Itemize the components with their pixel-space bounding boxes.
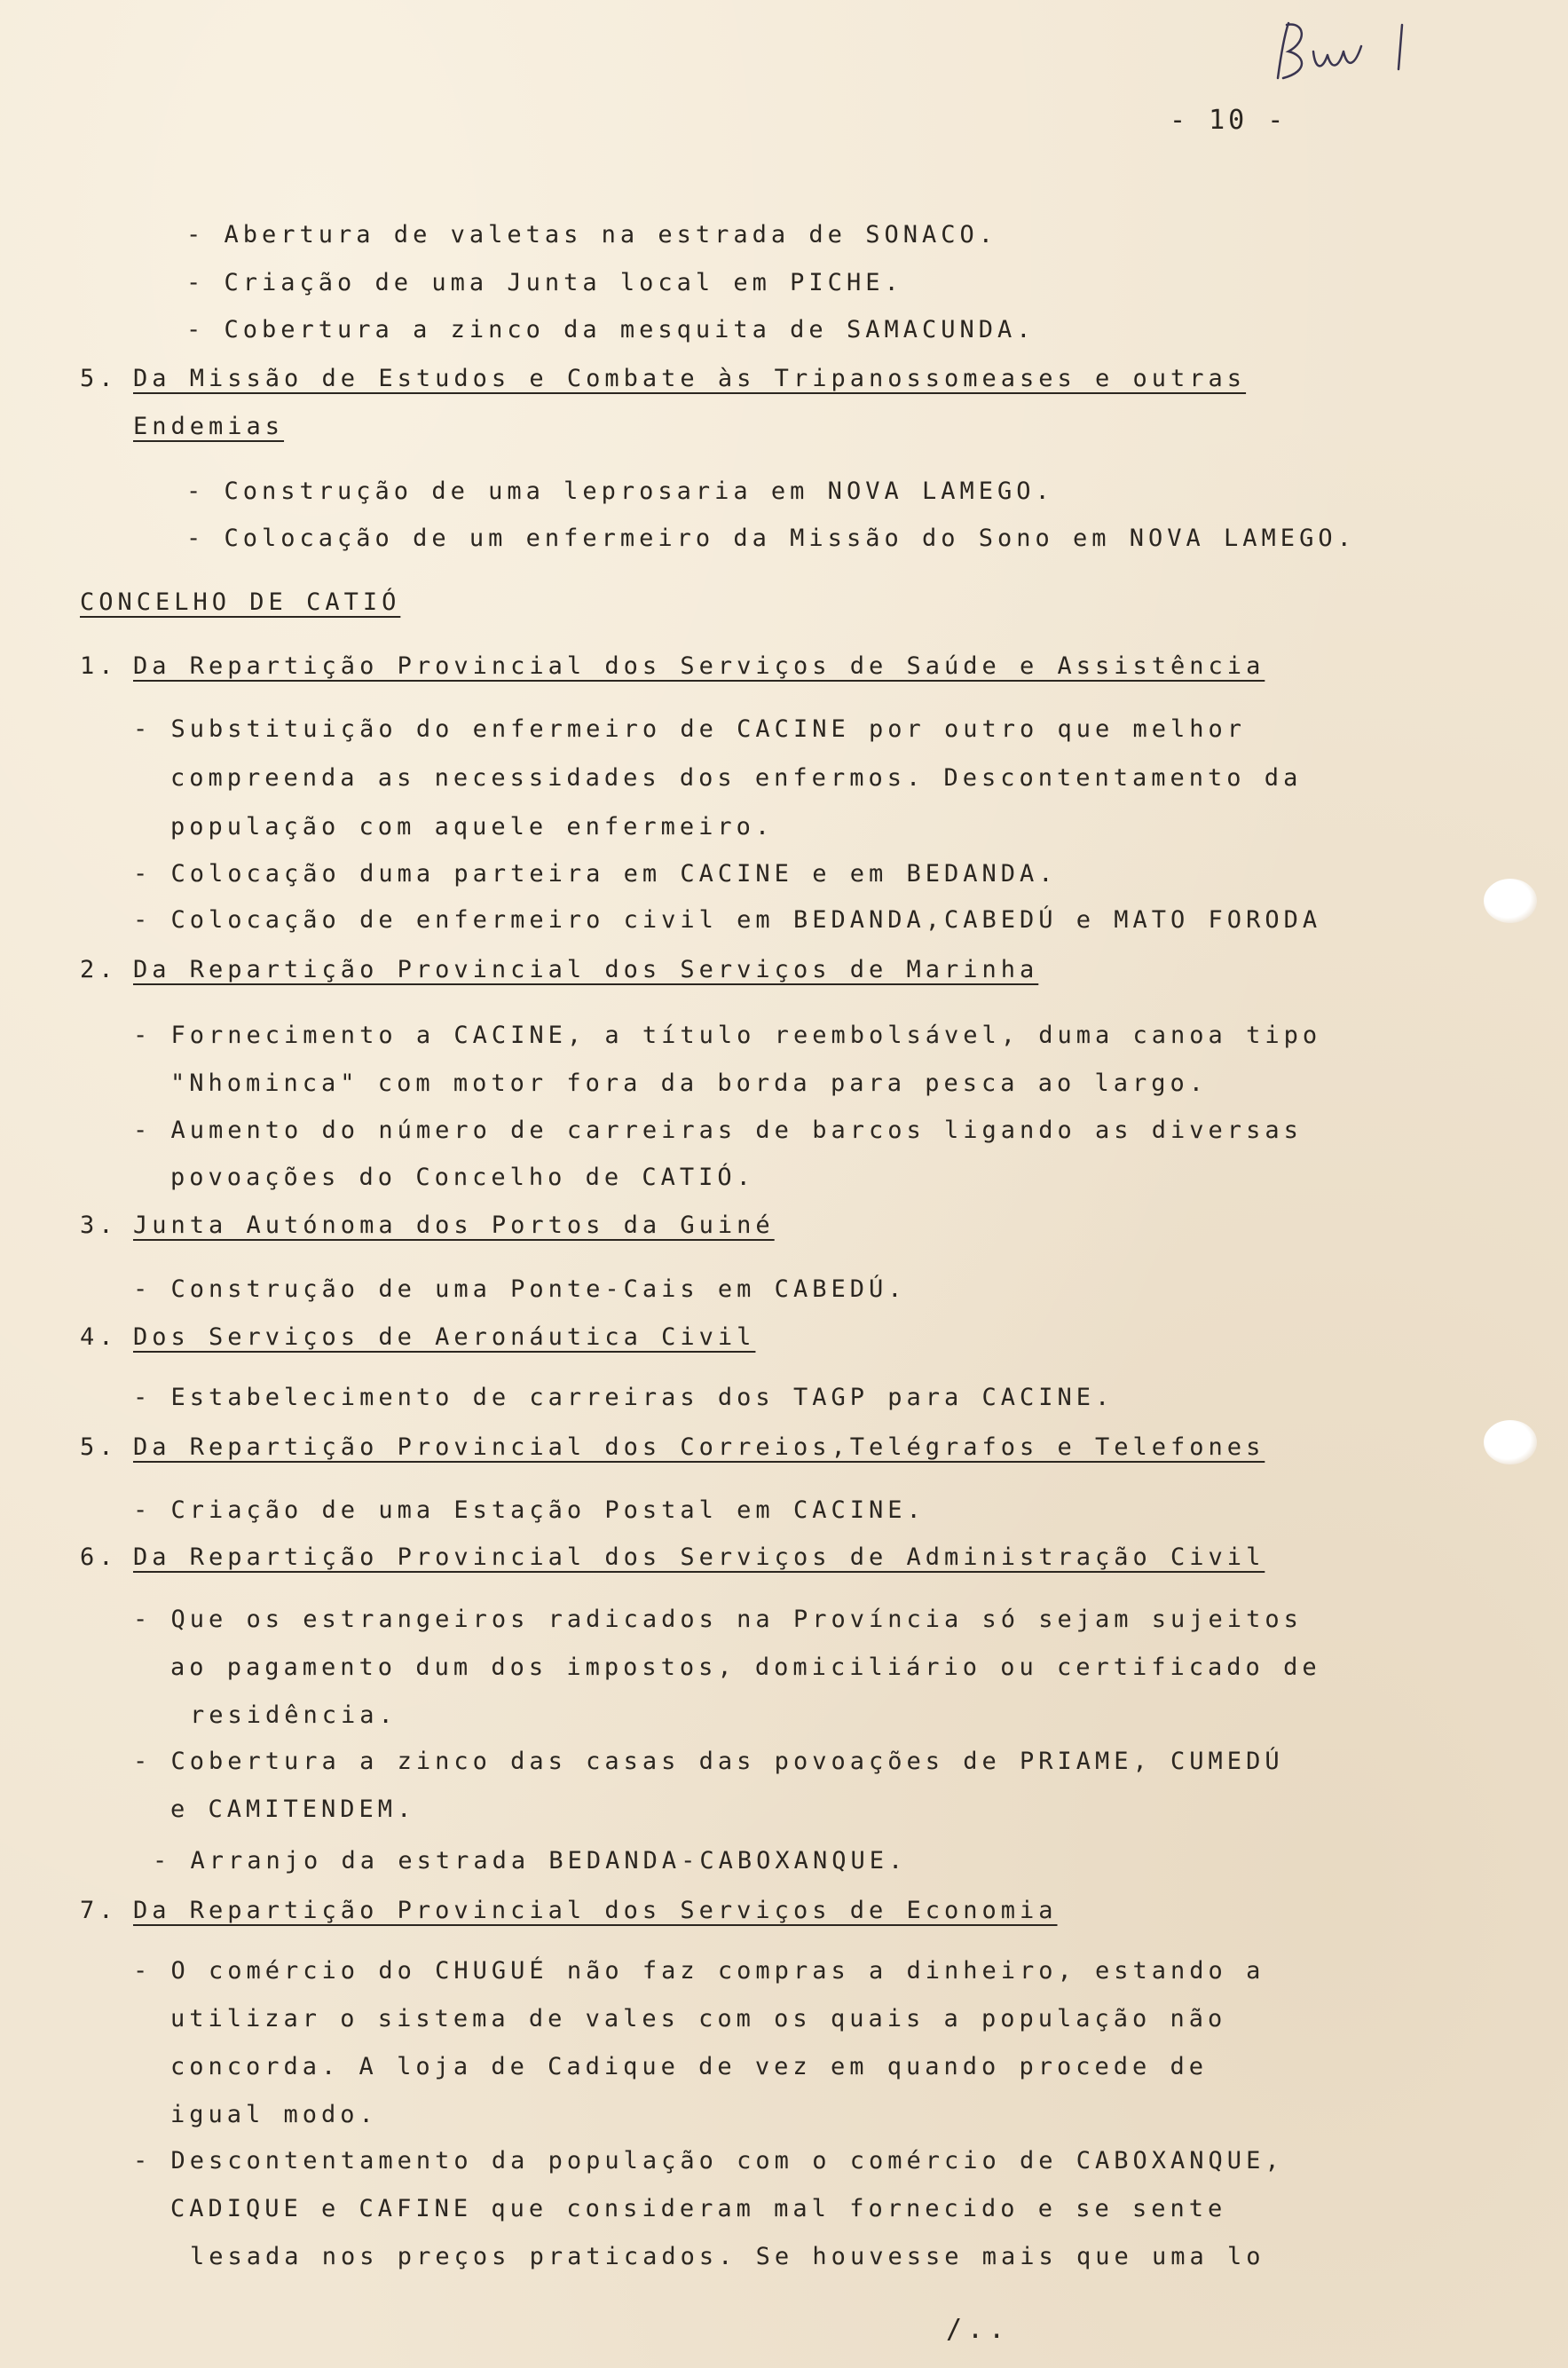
section-heading: 6. Da Repartição Provincial dos Serviços de Administração Civil [80,1543,1265,1571]
text-line: "Nhominca" com motor fora da borda para pesca ao largo. [170,1070,1209,1097]
text-line: - Colocação de enfermeiro civil em BEDANDA,CABEDÚ e MATO FORODA [133,906,1322,934]
section-heading: 7. Da Repartição Provincial dos Serviços de Economia [80,1897,1058,1924]
text-line: utilizar o sistema de vales com os quais a população não [170,2005,1227,2033]
text-line: residência. [190,1701,398,1729]
text-line: povoações do Concelho de CATIÓ. [170,1164,755,1191]
text-line: - Aumento do número de carreiras de barcos ligando as diversas [133,1117,1303,1144]
text-line: concorda. A loja de Cadique de vez em quando procede de [170,2053,1209,2080]
section-heading: 5. Da Repartição Provincial dos Correios,Telégrafos e Telefones [80,1433,1265,1461]
text-line: - Cobertura a zinco das casas das povoações de PRIAME, CUMEDÚ [133,1748,1284,1775]
text-line: - Que os estrangeiros radicados na Província só sejam sujeitos [133,1606,1303,1633]
concelho-heading: CONCELHO DE CATIÓ [80,588,401,616]
text-line: - Substituição do enfermeiro de CACINE por outro que melhor [133,715,1247,743]
section-heading: 5. Da Missão de Estudos e Combate às Tripanossomeases e outras [80,365,1247,392]
text-line: - Criação de uma Junta local em PICHE. [186,269,903,296]
text-line: - Fornecimento a CACINE, a título reembolsável, duma canoa tipo [133,1022,1322,1049]
punch-hole [1484,1420,1537,1464]
text-line: - O comércio do CHUGUÉ não faz compras a dinheiro, estando a [133,1957,1265,1985]
text-line: CADIQUE e CAFINE que consideram mal fornecido e se sente [170,2195,1227,2222]
section-heading: 1. Da Repartição Provincial dos Serviços de Saúde e Assistência [80,652,1265,680]
text-line: lesada nos preços praticados. Se houvesse mais que uma lo [190,2243,1265,2270]
continuation-mark: /.. [946,2314,1011,2345]
text-line: e CAMITENDEM. [170,1796,416,1823]
text-line: ao pagamento dum dos impostos, domiciliário ou certificado de [170,1654,1321,1681]
text-line: - Construção de uma Ponte-Cais em CABEDÚ. [133,1275,907,1303]
text-line: - Criação de uma Estação Postal em CACINE. [133,1496,926,1524]
section-heading: 4. Dos Serviços de Aeronáutica Civil [80,1323,756,1351]
text-line: igual modo. [170,2101,378,2128]
section-heading: 2. Da Repartição Provincial dos Serviços de Marinha [80,956,1039,983]
text-line: população com aquele enfermeiro. [170,813,775,841]
text-line: - Construção de uma leprosaria em NOVA LAMEGO. [186,478,1054,505]
text-line: - Cobertura a zinco da mesquita de SAMACUNDA. [186,316,1036,343]
text-line: - Colocação duma parteira em CACINE e em BEDANDA. [133,860,1058,888]
text-line: - Arranjo da estrada BEDANDA-CABOXANQUE. [153,1847,908,1875]
handwritten-signature [1269,16,1438,87]
punch-hole [1484,879,1537,923]
text-line: - Descontentamento da população com o comércio de CABOXANQUE, [133,2147,1284,2175]
text-line: - Abertura de valetas na estrada de SONACO. [186,221,997,249]
page-number: - 10 - [1170,105,1288,136]
text-line: - Colocação de um enfermeiro da Missão do Sono em NOVA LAMEGO. [186,525,1356,552]
text-line: compreenda as necessidades dos enfermos. Descontentamento da [170,764,1303,792]
section-heading: 3. Junta Autónoma dos Portos da Guiné [80,1212,775,1239]
text-line: - Estabelecimento de carreiras dos TAGP para CACINE. [133,1384,1115,1411]
section-heading-continued: Endemias [133,413,285,440]
